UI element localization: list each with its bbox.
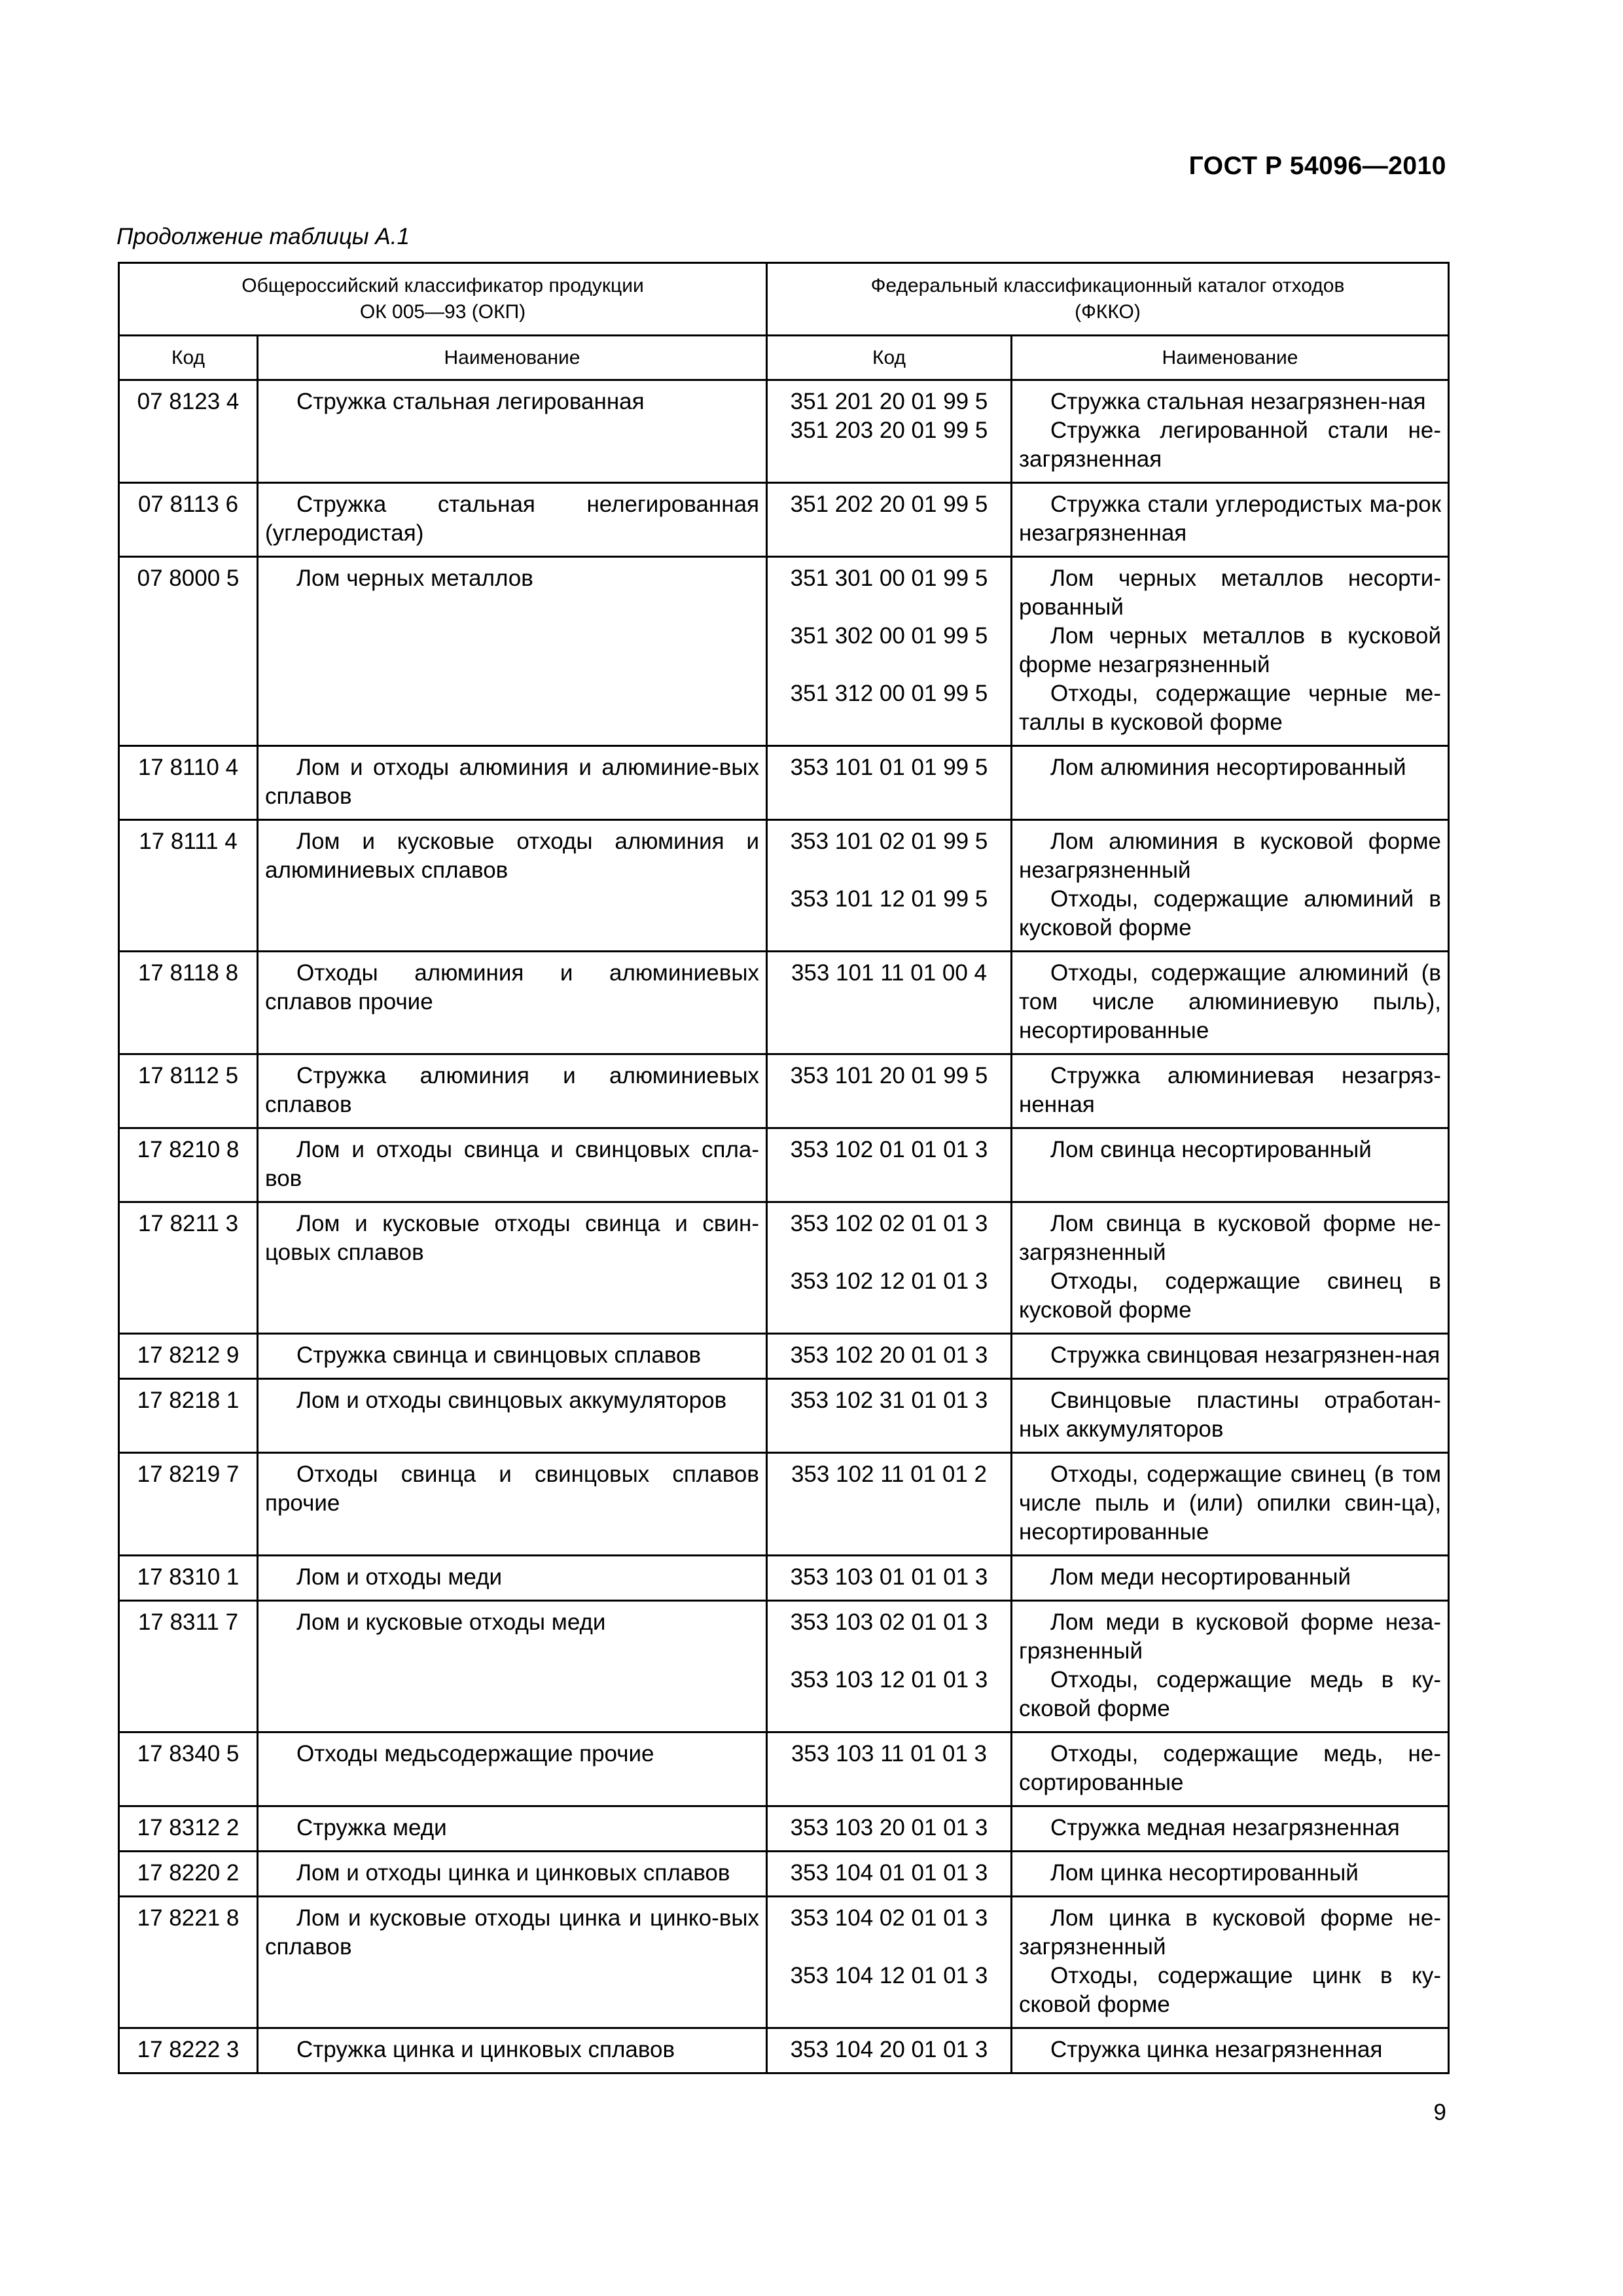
okp-code: 17 8219 7 [137, 1462, 240, 1487]
okp-name: Лом и отходы меди [296, 1564, 503, 1590]
fkko-name: Лом цинка в кусковой форме не-загрязненный [1019, 1905, 1442, 1960]
fkko-code-list [768, 1335, 1010, 1378]
fkko-code-list [768, 1203, 1010, 1333]
fkko-code: 353 104 01 01 01 3 [790, 1860, 988, 1886]
fkko-name-list [1012, 1897, 1448, 2027]
okp-code-cell [119, 1897, 258, 2028]
okp-code-cell [119, 1732, 258, 1806]
fkko-code-cell [767, 1379, 1012, 1453]
classification-table [118, 262, 1450, 2074]
okp-code: 17 8118 8 [137, 960, 239, 986]
fkko-name: Стружка легированной стали не-загрязненная [1019, 418, 1442, 472]
okp-code: 17 8311 7 [137, 1609, 239, 1635]
fkko-code-cell [767, 952, 1012, 1054]
fkko-code-cell [767, 1897, 1012, 2028]
okp-code-cell [119, 952, 258, 1054]
fkko-code-cell [767, 746, 1012, 820]
fkko-name: Лом меди в кусковой форме неза-грязненный [1019, 1609, 1442, 1664]
okp-code-cell [119, 380, 258, 483]
fkko-code-list [768, 821, 1010, 950]
okp-code: 17 8310 1 [137, 1564, 240, 1590]
fkko-code-list [768, 952, 1010, 1053]
table-row [119, 952, 1449, 1054]
okp-code: 07 8113 6 [137, 492, 239, 517]
fkko-code: 353 103 11 01 01 3 [791, 1741, 988, 1767]
table-row [119, 483, 1449, 557]
fkko-code: 353 103 12 01 01 3 [790, 1667, 988, 1693]
fkko-name: Лом меди несортированный [1050, 1564, 1351, 1590]
okp-name: Стружка стальная нелегированная (углеродистая) [265, 492, 759, 546]
fkko-name-cell [1012, 1806, 1449, 1852]
fkko-code-cell [767, 2028, 1012, 2073]
okp-name: Отходы алюминия и алюминиевых сплавов прочие [265, 960, 759, 1014]
fkko-name-cell [1012, 1556, 1449, 1601]
okp-name: Лом и кусковые отходы цинка и цинко-вых сплавов [265, 1905, 759, 1960]
column-header-okp-code: Код [119, 336, 258, 380]
fkko-code-cell [767, 1453, 1012, 1556]
fkko-name: Отходы, содержащие цинк в ку-сковой форме [1019, 1963, 1442, 2017]
okp-code-cell [119, 2028, 258, 2073]
fkko-name-cell [1012, 1852, 1449, 1897]
okp-name: Стружка алюминия и алюминиевых сплавов [265, 1063, 759, 1117]
fkko-code-list [768, 1129, 1010, 1172]
table-row [119, 1453, 1449, 1556]
fkko-code-cell [767, 1556, 1012, 1601]
fkko-code-list [768, 2029, 1010, 2072]
fkko-code-cell [767, 1852, 1012, 1897]
okp-code: 17 8218 1 [137, 1388, 240, 1413]
fkko-name: Отходы, содержащие свинец (в том числе пыль и (или) опилки свин-ца), несортированные [1019, 1462, 1442, 1545]
okp-name: Стружка свинца и свинцовых сплавов [296, 1342, 702, 1368]
fkko-code: 353 101 02 01 99 5 [790, 829, 988, 854]
fkko-name-list [1012, 747, 1448, 790]
fkko-name: Лом алюминия несортированный [1050, 755, 1406, 780]
okp-code-cell [119, 1202, 258, 1334]
okp-name: Лом черных металлов [296, 565, 533, 591]
okp-code: 17 8210 8 [137, 1137, 240, 1162]
okp-code-cell [119, 1601, 258, 1732]
fkko-code-cell [767, 1054, 1012, 1128]
fkko-code: 353 101 20 01 99 5 [790, 1063, 988, 1088]
okp-code-cell [119, 746, 258, 820]
fkko-code-list [768, 1556, 1010, 1600]
fkko-code: 351 202 20 01 99 5 [790, 492, 988, 517]
fkko-name: Свинцовые пластины отработан-ных аккумуляторов [1019, 1388, 1442, 1442]
fkko-name-cell [1012, 1202, 1449, 1334]
fkko-code-list [768, 558, 1010, 745]
okp-name: Стружка меди [296, 1815, 447, 1840]
okp-code-cell [119, 1453, 258, 1556]
okp-name: Отходы медьсодержащие прочие [296, 1741, 654, 1767]
table-row [119, 1732, 1449, 1806]
table-row [119, 820, 1449, 952]
okp-code-cell [119, 1852, 258, 1897]
okp-name: Лом и отходы свинцовых аккумуляторов [296, 1388, 727, 1413]
fkko-name-cell [1012, 1128, 1449, 1202]
okp-code: 17 8312 2 [137, 1815, 240, 1840]
fkko-code-cell [767, 380, 1012, 483]
okp-name-cell [258, 1732, 767, 1806]
fkko-name: Лом черных металлов несорти-рованный [1019, 565, 1442, 620]
fkko-code: 353 104 20 01 01 3 [790, 2037, 988, 2062]
fkko-name-list [1012, 1380, 1448, 1452]
okp-name: Лом и кусковые отходы алюминия и алюминиевых сплавов [265, 829, 759, 883]
fkko-name-cell [1012, 557, 1449, 746]
okp-code: 17 8221 8 [137, 1905, 240, 1931]
table-body [119, 380, 1449, 2073]
fkko-name-list [1012, 558, 1448, 745]
okp-code: 17 8111 4 [139, 829, 238, 854]
fkko-code: 353 101 11 01 00 4 [791, 960, 988, 986]
fkko-name-cell [1012, 820, 1449, 952]
fkko-name-cell [1012, 1897, 1449, 2028]
fkko-code-list [768, 1055, 1010, 1127]
okp-name-cell [258, 1379, 767, 1453]
fkko-code-list [768, 1807, 1010, 1850]
fkko-code-list [768, 1454, 1010, 1554]
okp-name-cell [258, 1601, 767, 1732]
okp-name: Лом и отходы цинка и цинковых сплавов [296, 1860, 730, 1886]
okp-name-cell [258, 1128, 767, 1202]
fkko-code: 351 301 00 01 99 5 [790, 565, 988, 591]
okp-name-cell [258, 1054, 767, 1128]
fkko-code: 351 203 20 01 99 5 [790, 418, 988, 443]
fkko-code-cell [767, 1202, 1012, 1334]
fkko-name-list [1012, 821, 1448, 950]
fkko-code: 353 101 01 01 99 5 [790, 755, 988, 780]
group-header-okp [119, 263, 767, 336]
table-row [119, 1897, 1449, 2028]
fkko-name-list [1012, 1335, 1448, 1378]
okp-code: 17 8212 9 [137, 1342, 240, 1368]
fkko-code: 353 102 31 01 01 3 [790, 1388, 988, 1413]
okp-name-cell [258, 1202, 767, 1334]
okp-code-cell [119, 1556, 258, 1601]
fkko-name: Лом алюминия в кусковой форме незагрязненный [1019, 829, 1442, 883]
fkko-code-cell [767, 483, 1012, 557]
fkko-name-list [1012, 952, 1448, 1053]
table-row [119, 1852, 1449, 1897]
okp-code-cell [119, 483, 258, 557]
group-header-okp-line2: ОК 005—93 (ОКП) [359, 301, 526, 323]
fkko-name-cell [1012, 1054, 1449, 1128]
okp-name: Отходы свинца и свинцовых сплавов прочие [265, 1462, 759, 1516]
page-number: 9 [1433, 2100, 1446, 2125]
fkko-code-cell [767, 1128, 1012, 1202]
fkko-code-cell [767, 820, 1012, 952]
fkko-name-list [1012, 2029, 1448, 2072]
fkko-name: Стружка медная незагрязненная [1050, 1815, 1400, 1840]
okp-name-cell [258, 952, 767, 1054]
group-header-okp-line1: Общероссийский классификатор продукции [241, 275, 644, 296]
column-header-okp-name: Наименование [258, 336, 767, 380]
fkko-name: Отходы, содержащие черные ме-таллы в кусковой форме [1019, 681, 1442, 735]
fkko-name-list [1012, 1602, 1448, 1731]
table-row [119, 1806, 1449, 1852]
fkko-name-list [1012, 1203, 1448, 1333]
table-row [119, 746, 1449, 820]
okp-code-cell [119, 1128, 258, 1202]
okp-name: Лом и кусковые отходы свинца и свин-цовых сплавов [265, 1211, 759, 1265]
column-header-fkko-name: Наименование [1012, 336, 1449, 380]
fkko-name: Отходы, содержащие свинец в кусковой форме [1019, 1268, 1442, 1323]
fkko-name-cell [1012, 1453, 1449, 1556]
fkko-name-list [1012, 381, 1448, 482]
document-id: ГОСТ Р 54096—2010 [1188, 152, 1446, 180]
fkko-name: Отходы, содержащие медь, не-сортированные [1019, 1741, 1442, 1795]
okp-name: Стружка цинка и цинковых сплавов [296, 2037, 675, 2062]
fkko-code-cell [767, 1806, 1012, 1852]
fkko-name: Отходы, содержащие медь в ку-сковой форме [1019, 1667, 1442, 1721]
fkko-name-cell [1012, 952, 1449, 1054]
fkko-name-list [1012, 1454, 1448, 1554]
fkko-code: 353 102 01 01 01 3 [790, 1137, 988, 1162]
okp-name-cell [258, 1453, 767, 1556]
table-row [119, 557, 1449, 746]
fkko-code: 351 302 00 01 99 5 [790, 623, 988, 649]
fkko-code: 351 312 00 01 99 5 [790, 681, 988, 706]
fkko-name-cell [1012, 1732, 1449, 1806]
table-row [119, 1556, 1449, 1601]
fkko-code-cell [767, 557, 1012, 746]
fkko-code-cell [767, 1732, 1012, 1806]
table-row [119, 1054, 1449, 1128]
fkko-code: 353 103 02 01 01 3 [790, 1609, 988, 1635]
okp-name: Лом и кусковые отходы меди [296, 1609, 606, 1635]
table-row [119, 380, 1449, 483]
fkko-name: Отходы, содержащие алюминий в кусковой форме [1019, 886, 1442, 941]
okp-code: 07 8000 5 [137, 565, 240, 591]
fkko-code-list [768, 1897, 1010, 2027]
fkko-name-cell [1012, 380, 1449, 483]
okp-code-cell [119, 1334, 258, 1379]
fkko-code: 353 103 20 01 01 3 [790, 1815, 988, 1840]
okp-name-cell [258, 557, 767, 746]
fkko-name: Лом свинца несортированный [1050, 1137, 1372, 1162]
okp-name-cell [258, 820, 767, 952]
fkko-name: Стружка стальная незагрязнен-ная [1050, 389, 1426, 414]
fkko-name-list [1012, 1055, 1448, 1127]
okp-name-cell [258, 2028, 767, 2073]
fkko-name: Стружка стали углеродистых ма-рок незагрязненная [1019, 492, 1442, 546]
fkko-code-list [768, 381, 1010, 482]
fkko-code: 353 101 12 01 99 5 [790, 886, 988, 912]
okp-name-cell [258, 380, 767, 483]
fkko-name: Отходы, содержащие алюминий (в том числе алюминиевую пыль), несортированные [1019, 960, 1442, 1043]
okp-name: Стружка стальная легированная [296, 389, 645, 414]
okp-code: 17 8222 3 [137, 2037, 240, 2062]
fkko-code-cell [767, 1334, 1012, 1379]
fkko-name: Стружка цинка незагрязненная [1050, 2037, 1383, 2062]
fkko-name-list [1012, 1733, 1448, 1805]
fkko-code: 353 102 20 01 01 3 [790, 1342, 988, 1368]
fkko-name-list [1012, 1129, 1448, 1172]
okp-name-cell [258, 1806, 767, 1852]
table-row [119, 1379, 1449, 1453]
okp-code-cell [119, 1379, 258, 1453]
okp-code: 17 8112 5 [137, 1063, 239, 1088]
okp-code-cell [119, 1054, 258, 1128]
fkko-name: Лом цинка несортированный [1050, 1860, 1359, 1886]
okp-name-cell [258, 1334, 767, 1379]
fkko-name: Стружка свинцовая незагрязнен-ная [1050, 1342, 1440, 1368]
okp-name-cell [258, 1556, 767, 1601]
okp-name: Лом и отходы свинца и свинцовых спла-вов [265, 1137, 759, 1191]
fkko-code: 353 102 12 01 01 3 [790, 1268, 988, 1294]
fkko-code-list [768, 1733, 1010, 1805]
table-caption: Продолжение таблицы А.1 [116, 224, 410, 249]
fkko-name-cell [1012, 2028, 1449, 2073]
okp-code-cell [119, 557, 258, 746]
fkko-name-cell [1012, 1379, 1449, 1453]
fkko-name-list [1012, 1807, 1448, 1850]
group-header-fkko-line2: (ФККО) [1075, 301, 1141, 323]
fkko-code-list [768, 747, 1010, 790]
okp-name-cell [258, 1852, 767, 1897]
table-row [119, 2028, 1449, 2073]
fkko-name: Лом свинца в кусковой форме не-загрязненный [1019, 1211, 1442, 1265]
fkko-code-list [768, 1602, 1010, 1731]
fkko-name-cell [1012, 1601, 1449, 1732]
fkko-name-list [1012, 484, 1448, 556]
okp-name-cell [258, 746, 767, 820]
fkko-name: Стружка алюминиевая незагряз-ненная [1019, 1063, 1442, 1117]
fkko-code: 353 102 02 01 01 3 [790, 1211, 988, 1236]
table-row [119, 1128, 1449, 1202]
fkko-code-cell [767, 1601, 1012, 1732]
okp-code-cell [119, 820, 258, 952]
fkko-code: 351 201 20 01 99 5 [790, 389, 988, 414]
table-row [119, 1202, 1449, 1334]
fkko-code: 353 103 01 01 01 3 [790, 1564, 988, 1590]
fkko-name-list [1012, 1852, 1448, 1895]
table-row [119, 1334, 1449, 1379]
okp-code: 17 8110 4 [137, 755, 239, 780]
fkko-code-list [768, 1380, 1010, 1452]
fkko-name-cell [1012, 1334, 1449, 1379]
fkko-code-list [768, 484, 1010, 556]
fkko-code: 353 104 12 01 01 3 [790, 1963, 988, 1988]
okp-name-cell [258, 1897, 767, 2028]
fkko-name-cell [1012, 483, 1449, 557]
fkko-name-cell [1012, 746, 1449, 820]
okp-code: 17 8211 3 [137, 1211, 239, 1236]
fkko-name-list [1012, 1556, 1448, 1600]
okp-code: 17 8220 2 [137, 1860, 240, 1886]
okp-code-cell [119, 1806, 258, 1852]
fkko-name: Лом черных металлов в кусковой форме незагрязненный [1019, 623, 1442, 677]
fkko-code-list [768, 1852, 1010, 1895]
group-header-fkko [767, 263, 1449, 336]
group-header-fkko-line1: Федеральный классификационный каталог отходов [870, 275, 1345, 296]
column-header-fkko-code: Код [767, 336, 1012, 380]
okp-code: 17 8340 5 [137, 1741, 240, 1767]
fkko-code: 353 102 11 01 01 2 [791, 1462, 988, 1487]
table-row [119, 1601, 1449, 1732]
okp-name: Лом и отходы алюминия и алюминие-вых сплавов [265, 755, 759, 809]
okp-code: 07 8123 4 [137, 389, 240, 414]
fkko-code: 353 104 02 01 01 3 [790, 1905, 988, 1931]
okp-name-cell [258, 483, 767, 557]
